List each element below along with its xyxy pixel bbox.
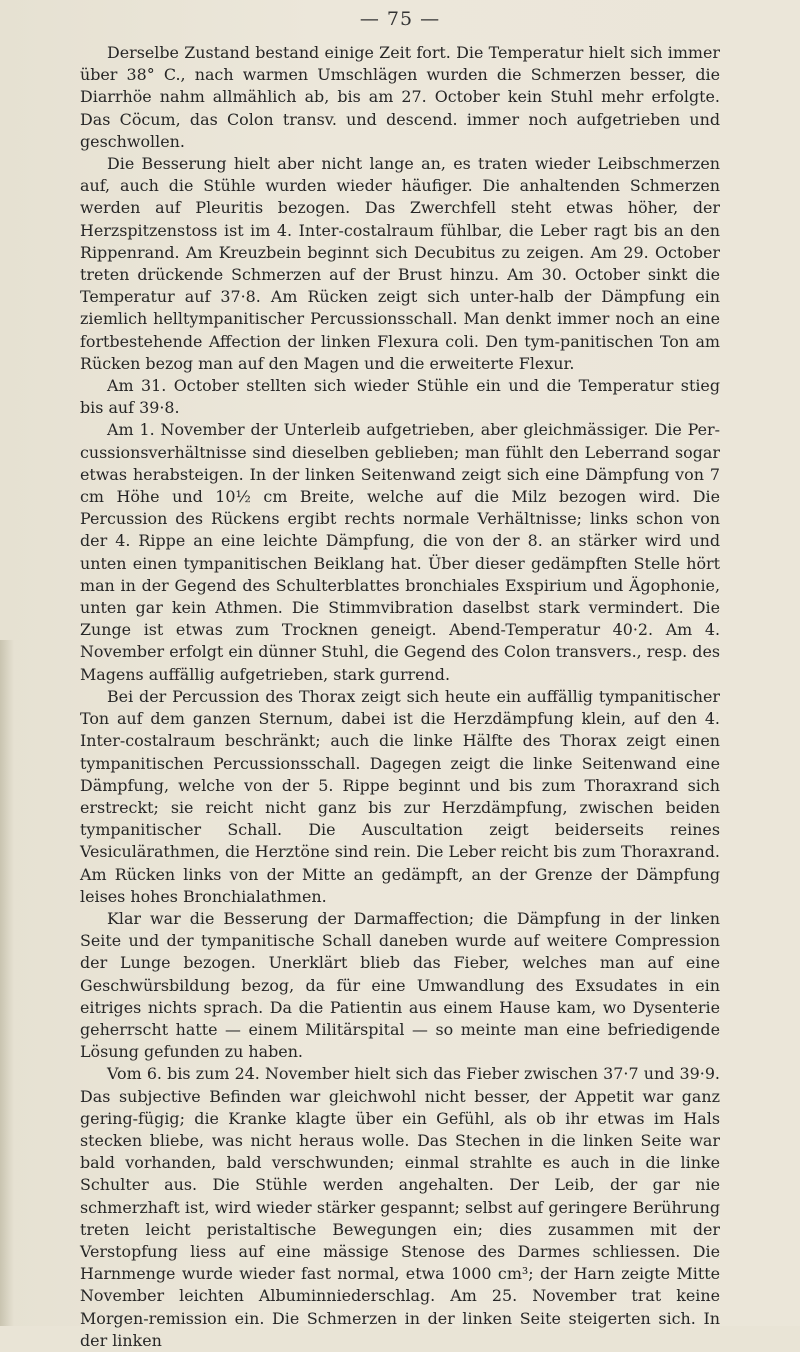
paragraph: Bei der Percussion des Thorax zeigt sich heute ein auffällig tympanitischer Ton auf dem ganzen Sternum, dabei ist die Herzdämpfung klein, auf den 4. Inter-costalraum beschränkt; auch die linke Hälfte des Thorax zeigt einen tympanitischen Percussionsschall. Dagegen zeigt die linke Seitenwand eine Dämpfung, welche von der 5. Rippe beginnt und bis zum Thoraxrand sich erstreckt; sie reicht nicht ganz bis zur Herzdämpfung, zwischen beiden tympanitischer Schall. Die Auscultation zeigt beiderseits reines Vesiculärathmen, die Herztöne sind rein. Die Leber reicht bis zum Thoraxrand. Am Rücken links von der Mitte an gedämpft, an der Grenze der Dämpfung leises hohes Bronchialathmen.	[80, 686, 720, 906]
paragraph: Am 31. October stellten sich wieder Stühle ein und die Temperatur stieg bis auf 39·8.	[80, 376, 720, 418]
body-text	[80, 42, 720, 1352]
paragraph: Derselbe Zustand bestand einige Zeit fort. Die Temperatur hielt sich immer über 38° C., nach warmen Umschlägen wurden die Schmerzen besser, die Diarrhöe nahm allmählich ab, bis am 27. October kein Stuhl mehr erfolgte. Das Cöcum, das Colon transv. und descend. immer noch aufgetrieben und geschwollen.	[80, 43, 720, 151]
page-number: — 75 —	[359, 8, 441, 30]
paragraph: Klar war die Besserung der Darmaffection; die Dämpfung in der linken Seite und der tympanitische Schall daneben wurde auf weitere Compression der Lunge bezogen. Unerklärt blieb das Fieber, welches man auf eine Geschwürsbildung bezog, da für eine Umwandlung des Exsudates in ein eitriges nichts sprach. Da die Patientin aus einem Hause kam, wo Dysenterie geherrscht hatte — einem Militärspital — so meinte man eine befriedigende Lösung gefunden zu haben.	[80, 908, 720, 1062]
page-edge-shadow	[0, 640, 14, 1326]
paragraph: Am 1. November der Unterleib aufgetrieben, aber gleichmässiger. Die Per-cussionsverhältnisse sind dieselben geblieben; man fühlt den Leberrand sogar etwas herabsteigen. In der linken Seitenwand zeigt sich eine Dämpfung von 7 cm Höhe und 10½ cm Breite, welche auf die Milz bezogen wird. Die Percussion des Rückens ergibt rechts normale Verhältnisse; links schon von der 4. Rippe an eine leichte Dämpfung, die von der 8. an stärker wird und unten einen tympanitischen Beiklang hat. Über dieser gedämpften Stelle hört man in der Gegend des Schulterblattes bronchiales Exspirium und Ägophonie, unten gar kein Athmen. Die Stimmvibration daselbst stark vermindert. Die Zunge ist etwas zum Trocknen geneigt. Abend-Temperatur 40·2. Am 4. November erfolgt ein dünner Stuhl, die Gegend des Colon transvers., resp. des Magens auffällig aufgetrieben, stark gurrend.	[80, 420, 720, 684]
paragraph: Die Besserung hielt aber nicht lange an, es traten wieder Leibschmerzen auf, auch die Stühle wurden wieder häufiger. Die anhaltenden Schmerzen werden auf Pleuritis bezogen. Das Zwerchfell steht etwas höher, der Herzspitzenstoss ist im 4. Inter-costalraum fühlbar, die Leber ragt bis an den Rippenrand. Am Kreuzbein beginnt sich Decubitus zu zeigen. Am 29. October treten drückende Schmerzen auf der Brust hinzu. Am 30. October sinkt die Temperatur auf 37·8. Am Rücken zeigt sich unter-halb der Dämpfung ein ziemlich helltympanitischer Percussionsschall. Man denkt immer noch an eine fortbestehende Affection der linken Flexura coli. Den tym-panitischen Ton am Rücken bezog man auf den Magen und die erweiterte Flexur.	[80, 154, 720, 373]
paragraph: Vom 6. bis zum 24. November hielt sich das Fieber zwischen 37·7 und 39·9. Das subjective Befinden war gleichwohl nicht besser, der Appetit war ganz gering-fügig; die Kranke klagte über ein Gefühl, als ob ihr etwas im Hals stecken bliebe, was nicht heraus wolle. Das Stechen in die linken Seite war bald vorhanden, bald verschwunden; einmal strahlte es auch in die linke Schulter aus. Die Stühle werden angehalten. Der Leib, der gar nie schmerzhaft ist, wird wieder stärker gespannt; selbst auf geringere Berührung treten leicht peristaltische Bewegungen ein; dies zusammen mit der Verstopfung liess auf eine mässige Stenose des Darmes schliessen. Die Harnmenge wurde wieder fast normal, etwa 1000 cm³; der Harn zeigte Mitte November leichten Albuminniederschlag. Am 25. November trat keine Morgen-remission ein. Die Schmerzen in der linken Seite steigerten sich. In der linken	[80, 1064, 720, 1350]
